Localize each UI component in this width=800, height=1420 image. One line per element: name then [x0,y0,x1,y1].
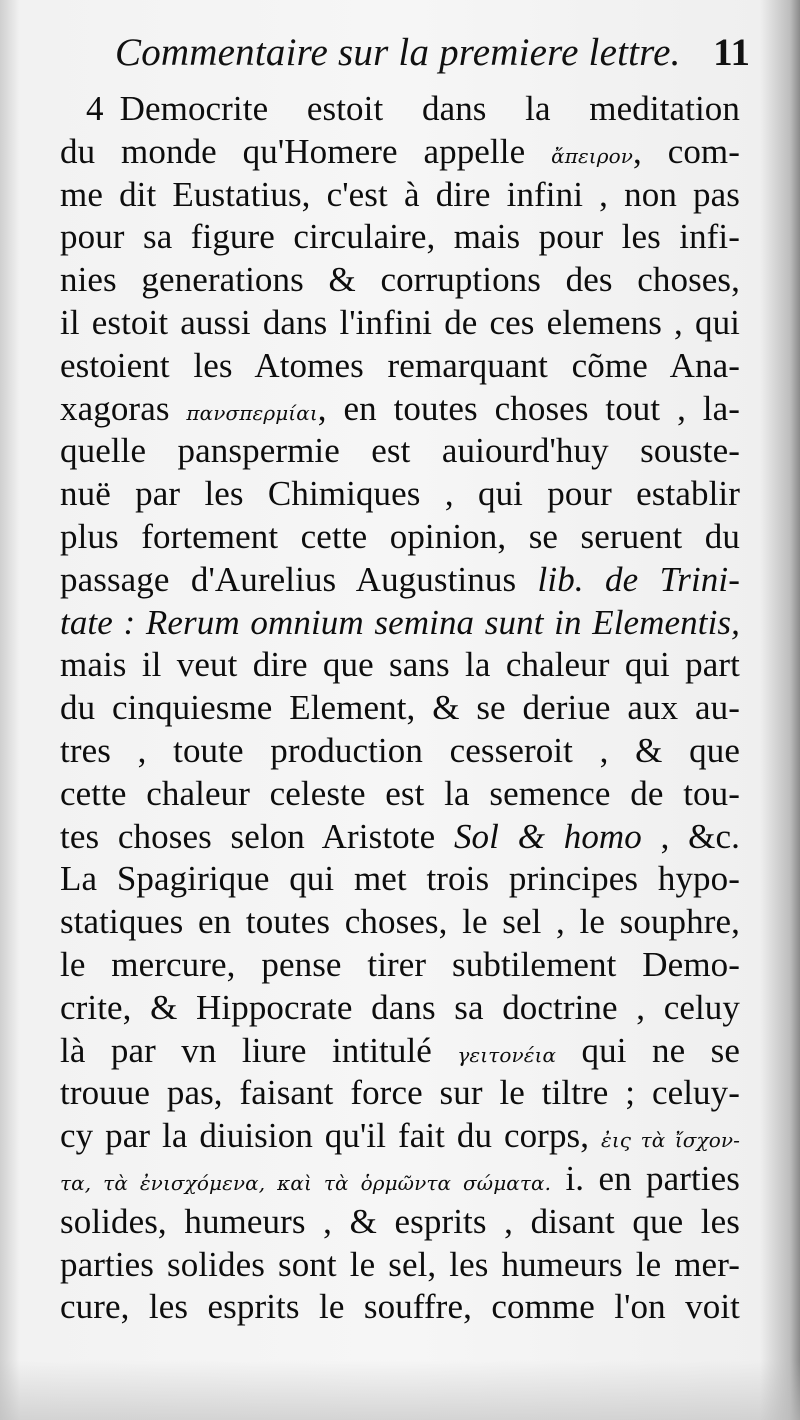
text-line [60,1244,740,1287]
text-run: plus fortement cette opinion, se seruent du [60,516,740,556]
text-run: i. en parties [551,1158,740,1198]
body-text [60,88,740,1329]
text-run: La Spagirique qui met trois principes hypo- [60,859,740,899]
page-number: 11 [713,31,750,74]
text-line [60,1072,740,1115]
text-line [60,987,740,1030]
text-run: estoient les Atomes remarquant cõme Ana- [60,345,740,385]
text-line [60,559,740,602]
text-run: du cinquiesme Element, & se deriue aux au- [60,688,740,728]
greek-text: ἐις τὰ ἴσχον- [601,1128,740,1153]
text-run: statiques en toutes choses, le sel , le souphre, [60,902,740,942]
text-line [60,302,740,345]
text-run: quelle panspermie est auiourd'huy souste- [60,431,740,471]
text-run: pour sa figure circulaire, mais pour les infi- [60,217,740,257]
text-line [60,858,740,901]
text-line [60,773,740,816]
text-run: , &c. [641,816,740,856]
text-run: là par vn liure intitulé [60,1030,458,1070]
text-run: , com- [632,131,741,171]
text-run: passage d'Aurelius Augustinus [60,559,538,599]
text-run: solides, humeurs , & esprits , disant que les [60,1201,740,1241]
italic-text: tate : Rerum omnium semina sunt in Elementis, [60,602,740,642]
text-line [60,473,740,516]
text-run: cette chaleur celeste est la semence de tou- [60,773,740,813]
running-title: Commentaire sur la premiere lettre. [115,31,681,74]
page-edge-shadow [0,1360,800,1420]
text-run: trouue pas, faisant force sur le tiltre ; celuy- [60,1073,740,1113]
text-line [60,730,740,773]
greek-text: ἄπειρον [551,143,633,168]
text-run: il estoit aussi dans l'infini de ces elemens , qui [60,302,740,342]
text-run: tres , toute production cesseroit , & que [60,730,740,770]
text-run: tes choses selon Aristote [60,816,454,856]
text-line [60,602,740,645]
text-line [60,1030,740,1073]
greek-text: γειτονέια [457,1042,557,1067]
text-run: , en toutes choses tout , la- [317,388,740,428]
text-line [60,1158,740,1201]
italic-text: lib. de Trini- [537,559,740,599]
text-run: mais il veut dire que sans la chaleur qui part [60,645,740,685]
greek-text: πανσπερμίαι [186,400,318,425]
text-line [60,901,740,944]
text-line [60,1286,740,1329]
text-line [60,1115,740,1158]
text-run: cure, les esprits le souffre, comme l'on voit [60,1287,740,1327]
running-head [60,30,750,86]
text-line [60,516,740,559]
text-run: du monde qu'Homere appelle [60,131,552,171]
text-line [60,174,740,217]
text-run: me dit Eustatius, c'est à dire infini , non pas [60,174,740,214]
text-run: qui ne se [556,1030,740,1070]
paragraph-number: 4 [86,89,104,128]
text-line [60,88,740,131]
text-line [60,1201,740,1244]
text-line [60,687,740,730]
italic-text: Sol & homo [453,816,642,856]
text-run: xagoras [60,388,187,428]
text-line [60,430,740,473]
text-line [60,816,740,859]
text-run: le mercure, pense tirer subtilement Demo- [60,944,740,984]
text-run: Democrite estoit dans la meditation [119,89,740,128]
text-run: cy par la diuision qu'il fait du corps, [60,1116,601,1156]
text-line [60,259,740,302]
text-run: nies generations & corruptions des choses, [60,260,740,300]
text-line [60,644,740,687]
text-run: nuë par les Chimiques , qui pour establir [60,474,740,514]
greek-text: τα, τὰ ἐνισχόμενα, καὶ τὰ ὁρμῶντα σώματα. [60,1170,552,1195]
text-line [60,131,740,174]
text-run: crite, & Hippocrate dans sa doctrine , celuy [60,987,740,1027]
text-line [60,944,740,987]
text-run: parties solides sont le sel, les humeurs le mer- [60,1244,740,1284]
text-line [60,388,740,431]
text-line [60,216,740,259]
text-line [60,345,740,388]
